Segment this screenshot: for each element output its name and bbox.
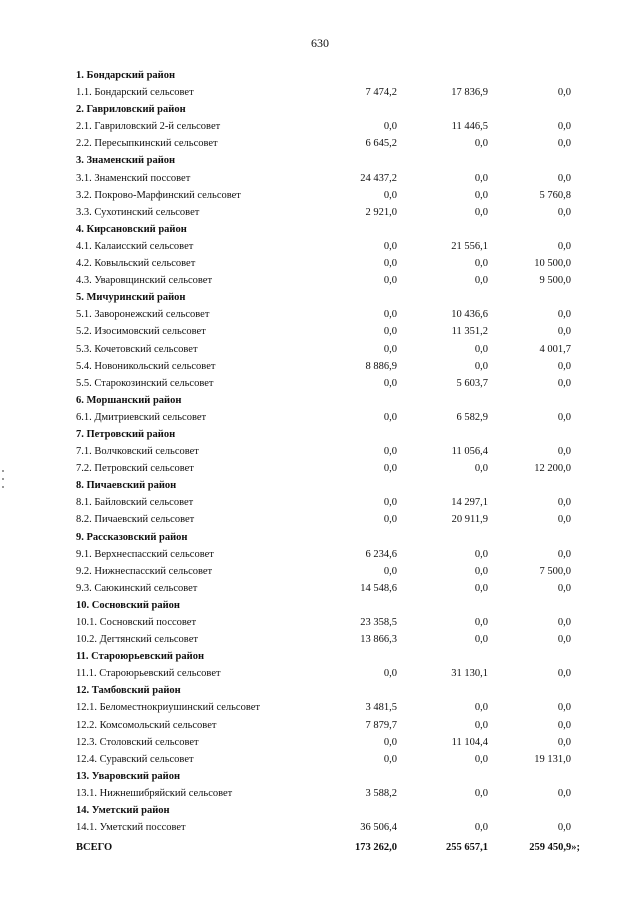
value-col-2: 0,0 [474, 634, 488, 646]
settlement-name: 3.3. Сухотинский сельсовет [76, 206, 200, 218]
table-row [76, 511, 580, 528]
district-name: 13. Уваровский район [76, 770, 181, 782]
value-col-3: 0,0 [557, 326, 571, 338]
settlement-name: 7.2. Петровский сельсовет [76, 463, 194, 475]
district-header-row [76, 597, 580, 614]
value-col-3: 0,0 [557, 360, 571, 372]
district-name: 2. Гавриловский район [76, 104, 186, 116]
district-name: 1. Бондарский район [76, 70, 176, 81]
table-row [76, 443, 580, 460]
value-col-2: 0,0 [474, 463, 488, 475]
value-col-3: 0,0 [557, 411, 571, 423]
value-col-3: 0,0 [557, 87, 571, 99]
table-row [76, 170, 580, 187]
margin-mark [2, 486, 4, 488]
value-col-1: 0,0 [383, 668, 397, 680]
settlement-name: 5.3. Кочетовский сельсовет [76, 343, 198, 355]
settlement-name: 2.2. Пересыпкинский сельсовет [76, 138, 218, 150]
value-col-2: 0,0 [474, 787, 488, 799]
value-col-2: 0,0 [474, 275, 488, 287]
value-col-3: 0,0 [557, 736, 571, 748]
value-col-1: 7 879,7 [365, 719, 397, 731]
value-col-1: 0,0 [383, 565, 397, 577]
settlement-name: 9.3. Саюкинский сельсовет [76, 582, 198, 594]
value-col-3: 0,0 [557, 822, 571, 834]
value-col-3: 4 001,7 [539, 343, 571, 355]
table-row [76, 306, 580, 323]
value-col-2: 0,0 [474, 822, 488, 834]
value-col-3: 0,0 [557, 548, 571, 560]
value-col-3: 19 131,0 [534, 753, 571, 765]
settlement-name: 11.1. Староюрьевский сельсовет [76, 668, 221, 680]
settlement-name: 12.4. Суравский сельсовет [76, 753, 194, 765]
value-col-1: 14 548,6 [360, 582, 397, 594]
value-col-1: 0,0 [383, 258, 397, 270]
value-col-3: 0,0 [557, 240, 571, 252]
value-col-1: 3 588,2 [365, 787, 397, 799]
district-header-row [76, 768, 580, 785]
settlement-name: 10.1. Сосновский поссовет [76, 617, 197, 628]
value-col-1: 0,0 [383, 753, 397, 765]
value-col-3: 0,0 [557, 514, 571, 526]
district-header-row [76, 529, 580, 546]
value-col-2: 11 446,5 [451, 121, 488, 133]
settlement-name: 4.2. Ковыльский сельсовет [76, 258, 196, 270]
table-row [76, 118, 580, 135]
settlement-name: 4.1. Калаисский сельсовет [76, 240, 194, 252]
margin-mark [2, 470, 4, 472]
value-col-2: 0,0 [474, 172, 488, 184]
total-value-3: 259 450,9»; [529, 842, 580, 854]
value-col-1: 0,0 [383, 514, 397, 526]
value-col-3: 0,0 [557, 121, 571, 133]
value-col-3: 0,0 [557, 719, 571, 731]
district-header-row [76, 477, 580, 494]
district-header-row [76, 682, 580, 699]
value-col-2: 0,0 [474, 138, 488, 150]
settlement-name: 3.2. Покрово-Марфинский сельсовет [76, 189, 241, 201]
value-col-1: 0,0 [383, 326, 397, 338]
table-row [76, 819, 580, 836]
settlement-name: 5.1. Заворонежский сельсовет [76, 309, 210, 321]
district-header-row [76, 802, 580, 819]
value-col-2: 14 297,1 [451, 497, 488, 509]
value-col-1: 0,0 [383, 121, 397, 133]
value-col-2: 20 911,9 [451, 514, 488, 526]
value-col-3: 0,0 [557, 787, 571, 799]
district-name: 9. Рассказовский район [76, 531, 188, 543]
district-name: 12. Тамбовский район [76, 685, 181, 697]
table-row [76, 631, 580, 648]
total-value-2: 255 657,1 [446, 842, 488, 854]
table-row [76, 341, 580, 358]
value-col-1: 0,0 [383, 240, 397, 252]
total-row [76, 839, 580, 856]
district-header-row [76, 221, 580, 238]
settlement-name: 12.1. Беломестнокриушинский сельсовет [76, 702, 260, 714]
value-col-3: 0,0 [557, 206, 571, 218]
value-col-1: 0,0 [383, 446, 397, 458]
table-row [76, 187, 580, 204]
table-row [76, 665, 580, 682]
value-col-2: 11 351,2 [451, 326, 488, 338]
value-col-1: 0,0 [383, 497, 397, 509]
value-col-3: 5 760,8 [539, 189, 571, 201]
value-col-1: 0,0 [383, 275, 397, 287]
value-col-3: 9 500,0 [539, 275, 571, 287]
settlement-name: 3.1. Знаменский поссовет [76, 172, 191, 184]
value-col-2: 0,0 [474, 206, 488, 218]
value-col-3: 0,0 [557, 377, 571, 389]
value-col-1: 6 234,6 [365, 548, 397, 560]
settlement-name: 10.2. Дегтянский сельсовет [76, 634, 198, 646]
table-row [76, 699, 580, 716]
value-col-2: 0,0 [474, 702, 488, 714]
value-col-3: 0,0 [557, 582, 571, 594]
settlement-name: 5.2. Изосимовский сельсовет [76, 326, 206, 338]
value-col-1: 6 645,2 [365, 138, 397, 150]
value-col-2: 31 130,1 [451, 668, 488, 680]
table-row [76, 785, 580, 802]
table-row [76, 494, 580, 511]
value-col-2: 0,0 [474, 617, 488, 628]
total-value-1: 173 262,0 [355, 842, 397, 854]
settlement-name: 6.1. Дмитриевский сельсовет [76, 411, 207, 423]
value-col-1: 36 506,4 [360, 822, 397, 834]
district-name: 11. Староюрьевский район [76, 651, 204, 663]
value-col-2: 0,0 [474, 360, 488, 372]
value-col-3: 0,0 [557, 446, 571, 458]
table-row [76, 614, 580, 631]
table-row [76, 580, 580, 597]
value-col-2: 11 104,4 [451, 736, 488, 748]
table-row [76, 734, 580, 751]
value-col-1: 0,0 [383, 343, 397, 355]
district-name: 14. Уметский район [76, 805, 170, 817]
table-row [76, 546, 580, 563]
table-row [76, 717, 580, 734]
value-col-1: 0,0 [383, 411, 397, 423]
district-name: 4. Кирсановский район [76, 223, 187, 235]
value-col-2: 0,0 [474, 343, 488, 355]
district-name: 7. Петровский район [76, 428, 176, 440]
value-col-3: 0,0 [557, 617, 571, 628]
table-row [76, 204, 580, 221]
table-row [76, 272, 580, 289]
value-col-2: 0,0 [474, 582, 488, 594]
district-header-row [76, 101, 580, 118]
value-col-1: 24 437,2 [360, 172, 397, 184]
district-header-row [76, 426, 580, 443]
table-row [76, 563, 580, 580]
page-number: 630 [311, 36, 329, 50]
value-col-1: 8 886,9 [365, 360, 397, 372]
value-col-2: 0,0 [474, 753, 488, 765]
value-col-3: 0,0 [557, 172, 571, 184]
settlement-name: 2.1. Гавриловский 2-й сельсовет [76, 121, 221, 133]
value-col-3: 0,0 [557, 668, 571, 680]
settlement-name: 12.3. Столовский сельсовет [76, 736, 199, 748]
value-col-2: 17 836,9 [451, 87, 488, 99]
district-header-row [76, 67, 580, 84]
value-col-2: 11 056,4 [451, 446, 488, 458]
district-header-row [76, 648, 580, 665]
settlement-name: 7.1. Волчковский сельсовет [76, 446, 199, 458]
value-col-2: 0,0 [474, 548, 488, 560]
table-row [76, 238, 580, 255]
value-col-2: 6 582,9 [456, 411, 488, 423]
settlement-name: 8.1. Байловский сельсовет [76, 497, 194, 509]
value-col-2: 0,0 [474, 189, 488, 201]
allocation-table [76, 67, 580, 856]
table-row [76, 409, 580, 426]
settlement-name: 14.1. Уметский поссовет [76, 822, 186, 834]
value-col-2: 0,0 [474, 258, 488, 270]
value-col-2: 10 436,6 [451, 309, 488, 321]
value-col-1: 23 358,5 [360, 617, 397, 628]
value-col-1: 13 866,3 [360, 634, 397, 646]
district-header-row [76, 289, 580, 306]
value-col-1: 0,0 [383, 463, 397, 475]
value-col-2: 0,0 [474, 719, 488, 731]
value-col-2: 5 603,7 [456, 377, 488, 389]
table-row [76, 460, 580, 477]
value-col-3: 0,0 [557, 702, 571, 714]
value-col-1: 2 921,0 [365, 206, 397, 218]
district-name: 3. Знаменский район [76, 155, 176, 167]
value-col-3: 12 200,0 [534, 463, 571, 475]
table-row [76, 358, 580, 375]
value-col-3: 7 500,0 [539, 565, 571, 577]
value-col-3: 10 500,0 [534, 258, 571, 270]
district-header-row [76, 152, 580, 169]
value-col-1: 0,0 [383, 736, 397, 748]
table-row [76, 323, 580, 340]
settlement-name: 5.4. Новоникольский сельсовет [76, 360, 216, 372]
settlement-name: 8.2. Пичаевский сельсовет [76, 514, 195, 526]
value-col-2: 21 556,1 [451, 240, 488, 252]
value-col-3: 0,0 [557, 309, 571, 321]
value-col-2: 0,0 [474, 565, 488, 577]
table-row [76, 375, 580, 392]
district-name: 10. Сосновский район [76, 599, 180, 611]
settlement-name: 5.5. Старокозинский сельсовет [76, 377, 214, 389]
settlement-name: 4.3. Уваровщинский сельсовет [76, 275, 213, 287]
total-label: ВСЕГО [76, 842, 113, 854]
settlement-name: 1.1. Бондарский сельсовет [76, 87, 194, 99]
settlement-name: 9.1. Верхнеспасский сельсовет [76, 548, 214, 560]
value-col-1: 7 474,2 [365, 87, 397, 99]
settlement-name: 12.2. Комсомольский сельсовет [76, 719, 217, 731]
value-col-3: 0,0 [557, 138, 571, 150]
district-name: 6. Моршанский район [76, 394, 182, 406]
margin-mark [2, 478, 4, 480]
table-row [76, 84, 580, 101]
value-col-1: 0,0 [383, 189, 397, 201]
table-row [76, 751, 580, 768]
table-row [76, 135, 580, 152]
value-col-3: 0,0 [557, 497, 571, 509]
district-name: 5. Мичуринский район [76, 292, 186, 304]
district-header-row [76, 392, 580, 409]
district-name: 8. Пичаевский район [76, 480, 177, 492]
settlement-name: 13.1. Нижнешибряйский сельсовет [76, 787, 233, 799]
value-col-1: 3 481,5 [365, 702, 397, 714]
table-row [76, 255, 580, 272]
value-col-3: 0,0 [557, 634, 571, 646]
value-col-1: 0,0 [383, 309, 397, 321]
value-col-1: 0,0 [383, 377, 397, 389]
settlement-name: 9.2. Нижнеспасский сельсовет [76, 565, 213, 577]
